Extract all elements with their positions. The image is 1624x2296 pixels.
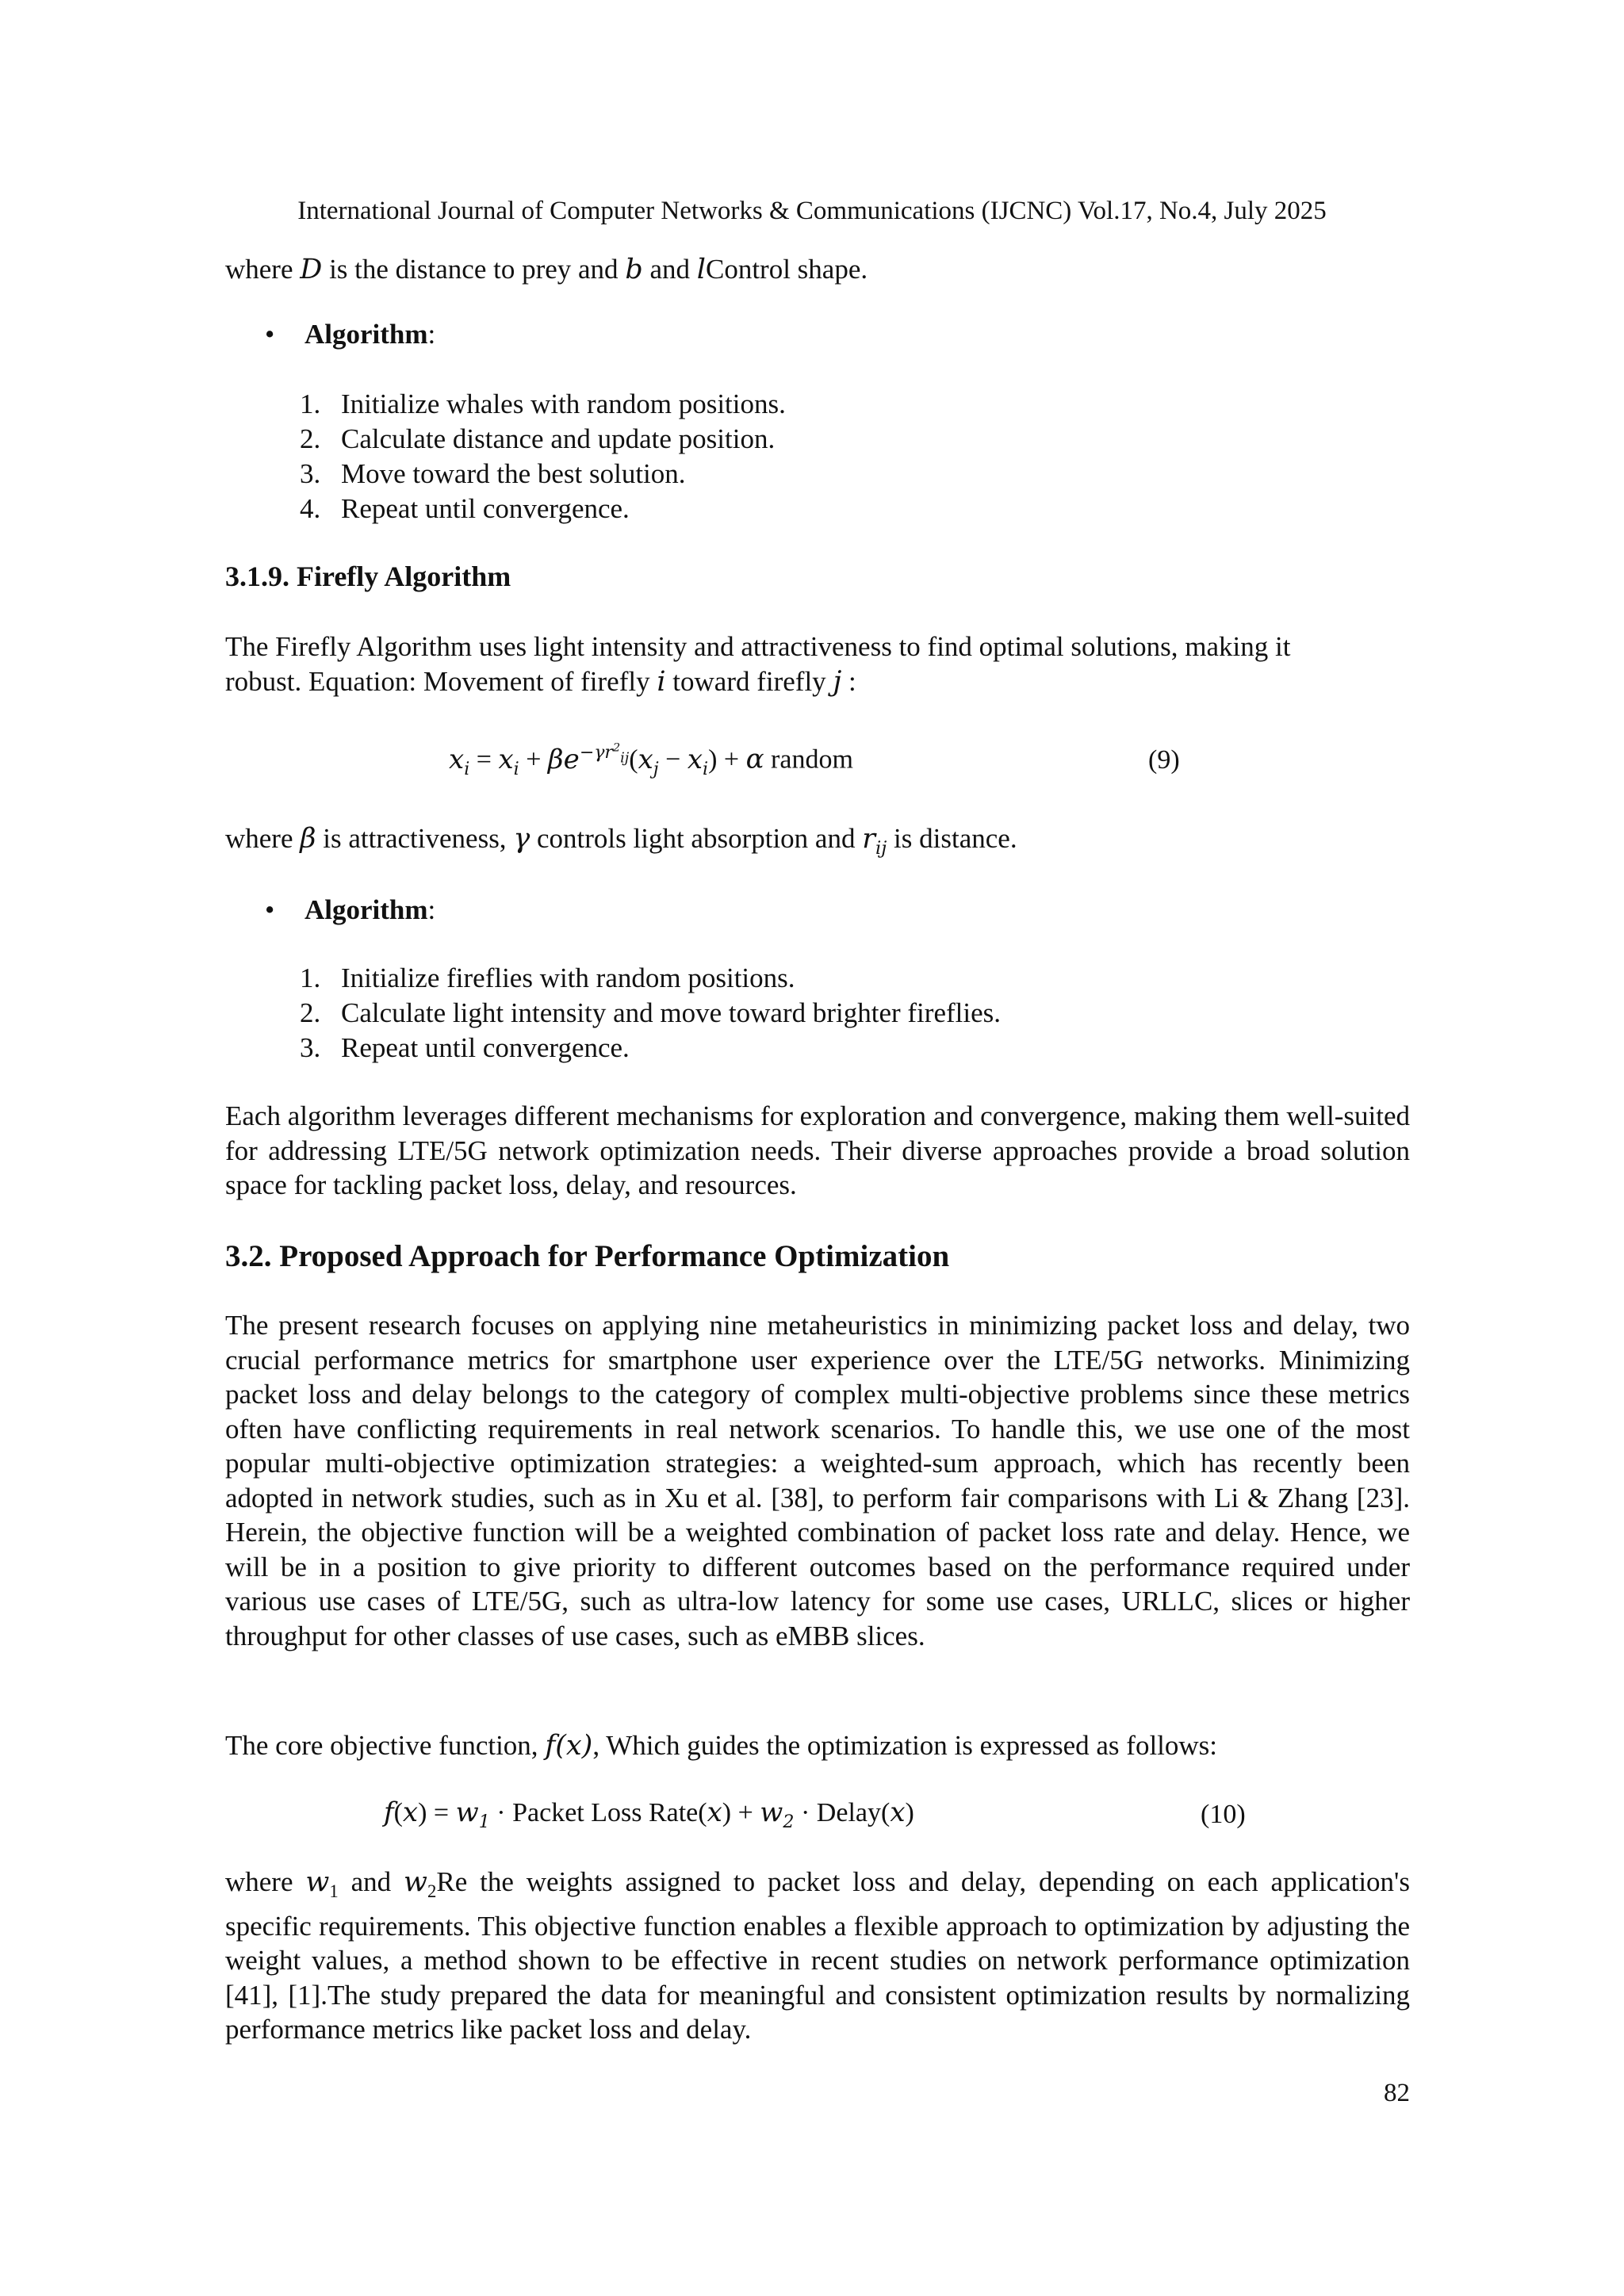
woa-algorithm-bullet: • Algorithm: <box>265 319 436 350</box>
bullet-dot-icon: • <box>265 894 275 925</box>
firefly-algorithm-bullet: • Algorithm: <box>265 894 436 925</box>
bullet-dot-icon: • <box>265 319 275 350</box>
section-3-2-heading: 3.2. Proposed Approach for Performance Optimization <box>225 1239 950 1273</box>
firefly-intro-line2: robust. Equation: Movement of firefly i toward firefly j : <box>225 666 856 698</box>
list-item: 3. Move toward the best solution. <box>300 458 686 489</box>
equation-10: $f(x) = w_1$ · Packet Loss Rate(x) + $w_2$ · Delay(x) <box>384 1797 914 1832</box>
firefly-where-line: where β is attractiveness, γ controls light absorption and $r_{ij}$ is distance. <box>225 823 1017 859</box>
section-3-2-paragraph-1: The present research focuses on applying nine metaheuristics in minimizing packet loss and delay, two crucial performance metrics for smartphone user experience over the LTE/5G networks. Minimizing packet loss and delay belongs to the category of complex multi-objective problems since these metrics often have conflicting requirements in real network scenarios. To handle this, we use one of the most popular multi-objective optimization strategies: a weighted-sum approach, which has recently been adopted in network studies, such as in Xu et al. [38], to perform fair comparisons with Li & Zhang [23]. Herein, the objective function will be a weighted combination of packet loss rate and delay. Hence, we will be in a position to give priority to different outcomes based on the performance required under various use cases of LTE/5G, such as ultra-low latency for some use cases, URLLC, slices or higher throughput for other classes of use cases, such as eMBB slices. <box>225 1310 1410 1651</box>
firefly-intro-line1: The Firefly Algorithm uses light intensity and attractiveness to find optimal solutions, making it <box>225 631 1291 662</box>
running-header: International Journal of Computer Networks & Communications (IJCNC) Vol.17, No.4, July 2025 <box>297 197 1327 225</box>
list-item: 3. Repeat until convergence. <box>300 1032 630 1063</box>
list-item: 1. Initialize whales with random positions. <box>300 388 786 419</box>
list-item: 1. Initialize fireflies with random positions. <box>300 962 795 993</box>
page-number: 82 <box>1384 2079 1410 2107</box>
woa-where-line: where D is the distance to prey and b and lControl shape. <box>225 254 868 285</box>
algorithms-summary-paragraph: Each algorithm leverages different mechanisms for exploration and convergence, making them well-suited for addressing LTE/5G network optimization needs. Their diverse approaches provide a broad solution space for tackling packet loss, delay, and resources. <box>225 1100 1410 1200</box>
section-3-2-paragraph-2: where $w_1$ and $w_2Re$ the weights assigned to packet loss and delay, depending on each application's specific requirements. This objective function enables a flexible approach to optimization by adjusting the weight values, a method shown to be effective in recent studies on network performance optimization [41], [1].The study prepared the data for meaningful and consistent optimization results by normalizing performance metrics like packet loss and delay. <box>225 1866 1410 2045</box>
equation-9: $x_i = x_i + \beta e^{-\gamma r^2_{ij}}(x_j - x_i) + \alpha$ random <box>449 742 853 779</box>
firefly-steps-list <box>300 961 1001 1066</box>
list-item: 2. Calculate distance and update position. <box>300 423 776 454</box>
core-objective-line: The core objective function, f(x), Which guides the optimization is expressed as follows: <box>225 1730 1218 1762</box>
equation-10-number: (10) <box>1201 1800 1246 1829</box>
firefly-heading: 3.1.9. Firefly Algorithm <box>225 561 511 592</box>
equation-9-number: (9) <box>1148 745 1180 775</box>
list-item: 4. Repeat until convergence. <box>300 493 630 524</box>
woa-steps-list <box>300 387 786 526</box>
list-item: 2. Calculate light intensity and move toward brighter fireflies. <box>300 997 1001 1028</box>
